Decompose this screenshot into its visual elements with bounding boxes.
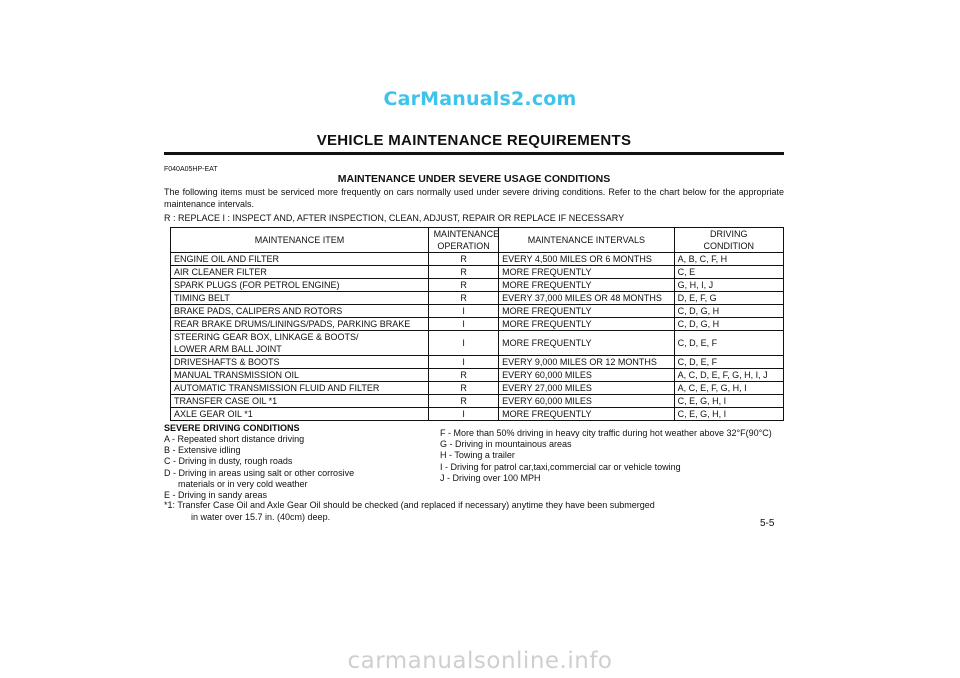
cell-item: BRAKE PADS, CALIPERS AND ROTORS [171, 305, 429, 318]
footnote [164, 500, 784, 523]
table-row [171, 266, 784, 279]
cell-operation: R [428, 382, 498, 395]
cell-interval: MORE FREQUENTLY [499, 331, 674, 356]
conditions-left-list [164, 434, 354, 501]
cell-condition: C, E, G, H, I [674, 395, 783, 408]
cell-interval: EVERY 60,000 MILES [499, 395, 674, 408]
cell-item [171, 331, 429, 356]
cell-interval: EVERY 27,000 MILES [499, 382, 674, 395]
maintenance-table [170, 227, 784, 421]
cell-operation: R [428, 292, 498, 305]
cell-item-line1: STEERING GEAR BOX, LINKAGE & BOOTS/ [174, 332, 359, 342]
condition-a: A - Repeated short distance driving [164, 434, 305, 444]
cell-operation: R [428, 266, 498, 279]
cell-interval: EVERY 9,000 MILES OR 12 MONTHS [499, 356, 674, 369]
header-operation-text: MAINTENANCE OPERATION [433, 229, 500, 251]
subheading: MAINTENANCE UNDER SEVERE USAGE CONDITIONS [337, 173, 611, 185]
condition-d-cont: materials or in very cold weather [178, 478, 308, 489]
cell-item: REAR BRAKE DRUMS/LININGS/PADS, PARKING BRAKE [171, 318, 429, 331]
table-row [171, 408, 784, 421]
table-header-row [171, 228, 784, 253]
cell-operation: R [428, 279, 498, 292]
cell-condition: D, E, F, G [674, 292, 783, 305]
table-row [171, 305, 784, 318]
table-row [171, 253, 784, 266]
cell-operation: I [428, 318, 498, 331]
cell-item: AUTOMATIC TRANSMISSION FLUID AND FILTER [171, 382, 429, 395]
page-number: 5-5 [760, 518, 775, 529]
cell-interval: MORE FREQUENTLY [499, 408, 674, 421]
table-row [171, 395, 784, 408]
cell-item: AIR CLEANER FILTER [171, 266, 429, 279]
cell-item: ENGINE OIL AND FILTER [171, 253, 429, 266]
cell-condition: C, E [674, 266, 783, 279]
cell-condition: A, B, C, F, H [674, 253, 783, 266]
cell-condition: A, C, E, F, G, H, I [674, 382, 783, 395]
table-row [171, 331, 784, 356]
cell-operation: I [428, 331, 498, 356]
condition-h: H - Towing a trailer [440, 450, 515, 461]
cell-condition: C, D, G, H [674, 305, 783, 318]
header-operation [428, 228, 498, 253]
header-condition [674, 228, 783, 253]
cell-item: TRANSFER CASE OIL *1 [171, 395, 429, 408]
cell-operation: R [428, 253, 498, 266]
cell-interval: MORE FREQUENTLY [499, 279, 674, 292]
conditions-title: SEVERE DRIVING CONDITIONS [164, 423, 300, 433]
conditions-right-list [440, 428, 772, 484]
cell-item: SPARK PLUGS (FOR PETROL ENGINE) [171, 279, 429, 292]
cell-operation: R [428, 395, 498, 408]
cell-interval: EVERY 60,000 MILES [499, 369, 674, 382]
table-row [171, 279, 784, 292]
header-interval: MAINTENANCE INTERVALS [499, 228, 674, 253]
condition-b: B - Extensive idling [164, 445, 241, 456]
condition-g: G - Driving in mountainous areas [440, 439, 572, 450]
condition-j: J - Driving over 100 MPH [440, 472, 541, 483]
legend-text: R : REPLACE I : INSPECT AND, AFTER INSPECTION, CLEAN, ADJUST, REPAIR OR REPLACE IF NECESSARY [164, 213, 625, 223]
condition-c: C - Driving in dusty, rough roads [164, 456, 293, 467]
cell-condition: C, D, E, F [674, 356, 783, 369]
table-row [171, 382, 784, 395]
cell-item: MANUAL TRANSMISSION OIL [171, 369, 429, 382]
footnote-line2: in water over 15.7 in. (40cm) deep. [191, 511, 331, 522]
condition-i: I - Driving for patrol car,taxi,commercial car or vehicle towing [440, 461, 681, 472]
footnote-line1: *1: Transfer Case Oil and Axle Gear Oil should be checked (and replaced if necessary) anytime they have been submerged [164, 500, 655, 510]
cell-operation: I [428, 356, 498, 369]
cell-interval: MORE FREQUENTLY [499, 266, 674, 279]
condition-f: F - More than 50% driving in heavy city traffic during hot weather above 32°F(90°C) [440, 428, 772, 438]
cell-condition: C, D, G, H [674, 318, 783, 331]
table-row [171, 292, 784, 305]
doc-code: F040A05HP-EAT [164, 166, 218, 173]
section-title: VEHICLE MAINTENANCE REQUIREMENTS [316, 132, 632, 149]
cell-condition: C, D, E, F [674, 331, 783, 356]
cell-condition: G, H, I, J [674, 279, 783, 292]
condition-e: E - Driving in sandy areas [164, 490, 268, 501]
cell-operation: I [428, 305, 498, 318]
cell-item-line2: LOWER ARM BALL JOINT [174, 344, 282, 354]
cell-operation: I [428, 408, 498, 421]
table-row [171, 318, 784, 331]
condition-d: D - Driving in areas using salt or other corrosive [164, 467, 355, 478]
cell-interval: EVERY 4,500 MILES OR 6 MONTHS [499, 253, 674, 266]
header-item: MAINTENANCE ITEM [171, 228, 429, 253]
cell-item: DRIVESHAFTS & BOOTS [171, 356, 429, 369]
cell-operation: R [428, 369, 498, 382]
cell-item: TIMING BELT [171, 292, 429, 305]
watermark-carmanuals2: CarManuals2.com [383, 88, 577, 110]
header-condition-text: DRIVING CONDITION [703, 229, 755, 251]
cell-interval: MORE FREQUENTLY [499, 318, 674, 331]
cell-condition: A, C, D, E, F, G, H, I, J [674, 369, 783, 382]
watermark-carmanualsonline: carmanualsonline.info [347, 648, 613, 674]
cell-condition: C, E, G, H, I [674, 408, 783, 421]
table-row [171, 356, 784, 369]
table-row [171, 369, 784, 382]
intro-text: The following items must be serviced more frequently on cars normally used under severe driving conditions. Refer to the chart below for the appropriate maintenance intervals. [164, 187, 784, 209]
cell-interval: EVERY 37,000 MILES OR 48 MONTHS [499, 292, 674, 305]
cell-item: AXLE GEAR OIL *1 [171, 408, 429, 421]
cell-interval: MORE FREQUENTLY [499, 305, 674, 318]
title-rule [164, 152, 784, 155]
